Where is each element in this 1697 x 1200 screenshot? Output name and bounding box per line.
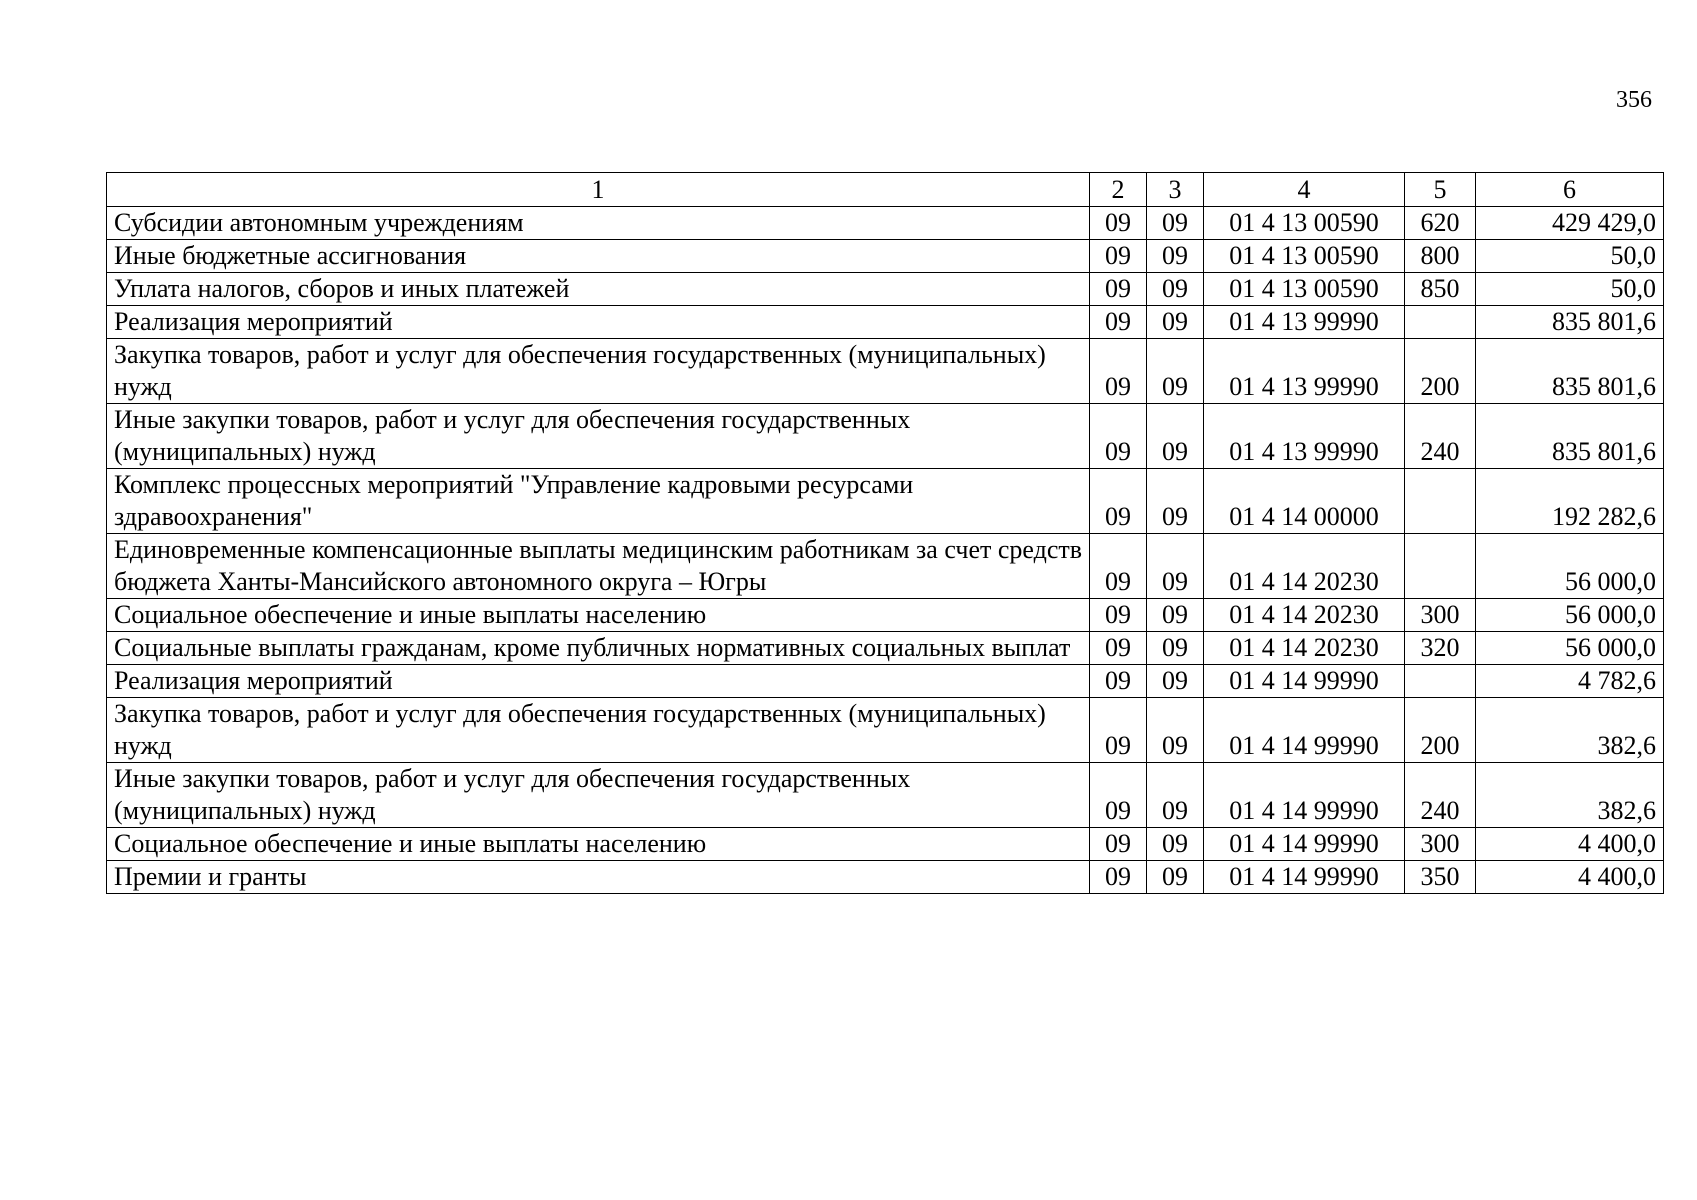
row-target-code-cell: 01 4 14 99990 xyxy=(1204,828,1405,861)
header-cell-amount: 6 xyxy=(1476,173,1664,207)
row-name-cell: Комплекс процессных мероприятий "Управление кадровыми ресурсами здравоохранения" xyxy=(107,469,1090,534)
row-section-cell: 09 xyxy=(1090,306,1147,339)
row-target-code-cell: 01 4 14 99990 xyxy=(1204,698,1405,763)
row-section-cell: 09 xyxy=(1090,273,1147,306)
row-section-cell: 09 xyxy=(1090,632,1147,665)
row-expense-type-cell: 620 xyxy=(1405,207,1476,240)
row-amount-cell: 4 782,6 xyxy=(1476,665,1664,698)
row-name-cell: Премии и гранты xyxy=(107,861,1090,894)
row-subsection-cell: 09 xyxy=(1147,599,1204,632)
row-section-cell: 09 xyxy=(1090,339,1147,404)
row-amount-cell: 835 801,6 xyxy=(1476,404,1664,469)
header-cell-expense-type: 5 xyxy=(1405,173,1476,207)
row-target-code-cell: 01 4 14 20230 xyxy=(1204,599,1405,632)
row-expense-type-cell: 300 xyxy=(1405,599,1476,632)
row-name-cell: Иные закупки товаров, работ и услуг для обеспечения государственных (муниципальных) нужд xyxy=(107,763,1090,828)
budget-table-body xyxy=(107,173,1664,894)
row-section-cell: 09 xyxy=(1090,698,1147,763)
table-row xyxy=(107,469,1664,534)
row-name-cell: Субсидии автономным учреждениям xyxy=(107,207,1090,240)
row-subsection-cell: 09 xyxy=(1147,861,1204,894)
row-amount-cell: 56 000,0 xyxy=(1476,534,1664,599)
row-subsection-cell: 09 xyxy=(1147,469,1204,534)
budget-table xyxy=(106,172,1664,894)
row-name-cell: Закупка товаров, работ и услуг для обеспечения государственных (муниципальных) нужд xyxy=(107,698,1090,763)
row-target-code-cell: 01 4 14 20230 xyxy=(1204,534,1405,599)
row-expense-type-cell: 320 xyxy=(1405,632,1476,665)
table-row xyxy=(107,240,1664,273)
row-subsection-cell: 09 xyxy=(1147,207,1204,240)
row-name-cell: Единовременные компенсационные выплаты медицинским работникам за счет средств бюджета Ханты-Мансийского автономного округа – Югры xyxy=(107,534,1090,599)
row-expense-type-cell: 200 xyxy=(1405,698,1476,763)
row-section-cell: 09 xyxy=(1090,240,1147,273)
row-section-cell: 09 xyxy=(1090,861,1147,894)
row-subsection-cell: 09 xyxy=(1147,828,1204,861)
row-section-cell: 09 xyxy=(1090,599,1147,632)
table-row xyxy=(107,599,1664,632)
row-section-cell: 09 xyxy=(1090,207,1147,240)
table-row xyxy=(107,861,1664,894)
row-expense-type-cell: 300 xyxy=(1405,828,1476,861)
row-name-cell: Иные закупки товаров, работ и услуг для обеспечения государственных (муниципальных) нужд xyxy=(107,404,1090,469)
row-expense-type-cell xyxy=(1405,665,1476,698)
row-target-code-cell: 01 4 13 00590 xyxy=(1204,207,1405,240)
row-subsection-cell: 09 xyxy=(1147,632,1204,665)
table-row xyxy=(107,665,1664,698)
table-row xyxy=(107,339,1664,404)
row-expense-type-cell: 240 xyxy=(1405,404,1476,469)
row-section-cell: 09 xyxy=(1090,665,1147,698)
table-row xyxy=(107,632,1664,665)
row-name-cell: Иные бюджетные ассигнования xyxy=(107,240,1090,273)
row-target-code-cell: 01 4 13 99990 xyxy=(1204,404,1405,469)
row-expense-type-cell: 800 xyxy=(1405,240,1476,273)
row-subsection-cell: 09 xyxy=(1147,534,1204,599)
row-name-cell: Социальное обеспечение и иные выплаты населению xyxy=(107,828,1090,861)
table-row xyxy=(107,404,1664,469)
table-row xyxy=(107,698,1664,763)
row-target-code-cell: 01 4 14 20230 xyxy=(1204,632,1405,665)
row-section-cell: 09 xyxy=(1090,828,1147,861)
row-amount-cell: 4 400,0 xyxy=(1476,861,1664,894)
table-row xyxy=(107,763,1664,828)
table-row xyxy=(107,306,1664,339)
row-subsection-cell: 09 xyxy=(1147,240,1204,273)
row-expense-type-cell: 850 xyxy=(1405,273,1476,306)
row-name-cell: Реализация мероприятий xyxy=(107,306,1090,339)
table-row xyxy=(107,534,1664,599)
row-target-code-cell: 01 4 13 00590 xyxy=(1204,240,1405,273)
row-subsection-cell: 09 xyxy=(1147,665,1204,698)
row-section-cell: 09 xyxy=(1090,404,1147,469)
row-amount-cell: 56 000,0 xyxy=(1476,632,1664,665)
row-target-code-cell: 01 4 14 99990 xyxy=(1204,665,1405,698)
row-subsection-cell: 09 xyxy=(1147,339,1204,404)
row-expense-type-cell: 240 xyxy=(1405,763,1476,828)
row-amount-cell: 835 801,6 xyxy=(1476,306,1664,339)
row-amount-cell: 382,6 xyxy=(1476,698,1664,763)
row-name-cell: Уплата налогов, сборов и иных платежей xyxy=(107,273,1090,306)
row-amount-cell: 4 400,0 xyxy=(1476,828,1664,861)
header-cell-target-code: 4 xyxy=(1204,173,1405,207)
row-target-code-cell: 01 4 13 99990 xyxy=(1204,339,1405,404)
row-amount-cell: 56 000,0 xyxy=(1476,599,1664,632)
row-amount-cell: 50,0 xyxy=(1476,240,1664,273)
row-target-code-cell: 01 4 14 00000 xyxy=(1204,469,1405,534)
row-subsection-cell: 09 xyxy=(1147,763,1204,828)
row-amount-cell: 50,0 xyxy=(1476,273,1664,306)
row-subsection-cell: 09 xyxy=(1147,306,1204,339)
row-name-cell: Социальные выплаты гражданам, кроме публичных нормативных социальных выплат xyxy=(107,632,1090,665)
row-expense-type-cell xyxy=(1405,306,1476,339)
row-expense-type-cell xyxy=(1405,534,1476,599)
row-expense-type-cell xyxy=(1405,469,1476,534)
table-row xyxy=(107,207,1664,240)
row-target-code-cell: 01 4 13 00590 xyxy=(1204,273,1405,306)
page-number: 356 xyxy=(1616,87,1652,113)
header-cell-section: 2 xyxy=(1090,173,1147,207)
row-amount-cell: 429 429,0 xyxy=(1476,207,1664,240)
row-name-cell: Закупка товаров, работ и услуг для обеспечения государственных (муниципальных) нужд xyxy=(107,339,1090,404)
row-expense-type-cell: 200 xyxy=(1405,339,1476,404)
table-row xyxy=(107,828,1664,861)
row-expense-type-cell: 350 xyxy=(1405,861,1476,894)
row-target-code-cell: 01 4 14 99990 xyxy=(1204,763,1405,828)
row-amount-cell: 382,6 xyxy=(1476,763,1664,828)
row-section-cell: 09 xyxy=(1090,763,1147,828)
row-subsection-cell: 09 xyxy=(1147,273,1204,306)
row-target-code-cell: 01 4 14 99990 xyxy=(1204,861,1405,894)
row-name-cell: Социальное обеспечение и иные выплаты населению xyxy=(107,599,1090,632)
row-subsection-cell: 09 xyxy=(1147,698,1204,763)
table-header-row xyxy=(107,173,1664,207)
header-cell-name: 1 xyxy=(107,173,1090,207)
row-section-cell: 09 xyxy=(1090,534,1147,599)
header-cell-subsection: 3 xyxy=(1147,173,1204,207)
row-name-cell: Реализация мероприятий xyxy=(107,665,1090,698)
row-section-cell: 09 xyxy=(1090,469,1147,534)
row-target-code-cell: 01 4 13 99990 xyxy=(1204,306,1405,339)
row-amount-cell: 192 282,6 xyxy=(1476,469,1664,534)
row-subsection-cell: 09 xyxy=(1147,404,1204,469)
row-amount-cell: 835 801,6 xyxy=(1476,339,1664,404)
table-row xyxy=(107,273,1664,306)
